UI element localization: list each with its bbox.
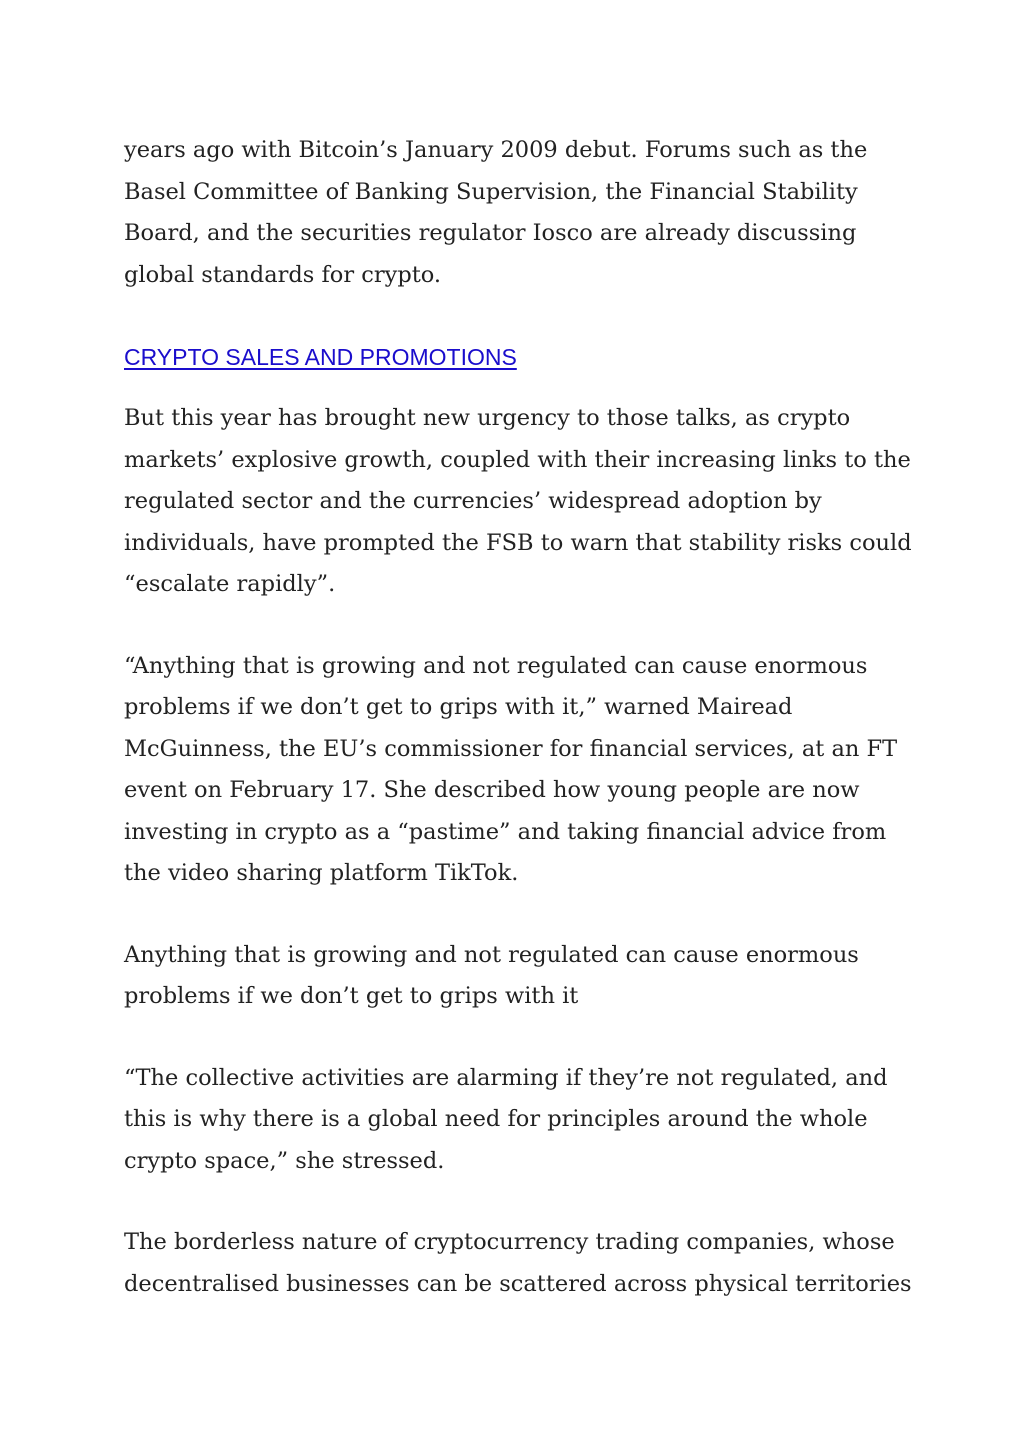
article-paragraph: The borderless nature of cryptocurrency trading companies, whose decentralised businesses can be scattered across physical territories bbox=[124, 1229, 912, 1297]
article-paragraph: “Anything that is growing and not regulated can cause enormous problems if we don’t get to grips with it,” warned Mairead McGuinness, the EU’s commissioner for financial services, at an FT event on February 17. She described how young people are now investing in crypto as a “pastime” and taking financial advice from the video sharing platform TikTok. bbox=[124, 652, 898, 886]
section-link-crypto-sales[interactable]: CRYPTO SALES AND PROMOTIONS bbox=[124, 344, 517, 370]
article-paragraph: “The collective activities are alarming if they’re not regulated, and this is why there is a global need for principles around the whole crypto space,” she stressed. bbox=[124, 1064, 888, 1174]
article-paragraph: years ago with Bitcoin’s January 2009 debut. Forums such as the Basel Committee of Banking Supervision, the Financial Stability Board, and the securities regulator Iosco are already discussing global standards for crypto. bbox=[124, 137, 868, 288]
article-body bbox=[124, 130, 914, 1345]
pull-quote: Anything that is growing and not regulated can cause enormous problems if we don’t get to grips with it bbox=[124, 941, 859, 1009]
article-paragraph: But this year has brought new urgency to those talks, as crypto markets’ explosive growth, coupled with their increasing links to the regulated sector and the currencies’ widespread adoption by individuals, have prompted the FSB to warn that stability risks could “escalate rapidly”. bbox=[124, 405, 912, 597]
